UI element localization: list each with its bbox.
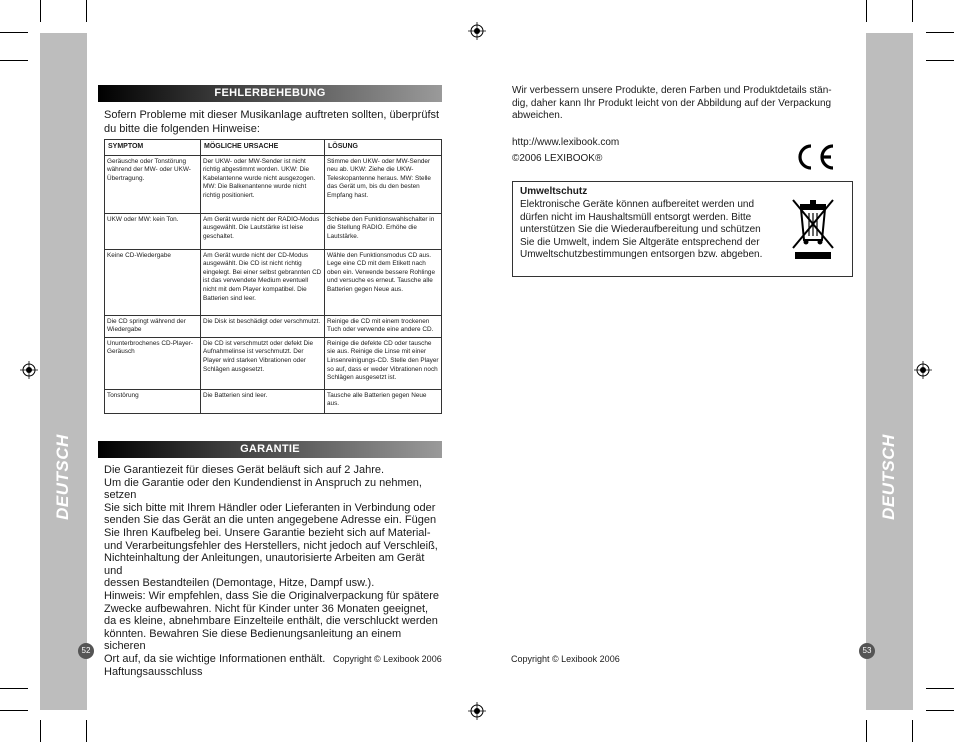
solution-cell: Wähle den Funktionsmodus CD aus. Lege eine CD mit dem Etikett nach oben ein. Verwende bessere Rohlinge und versuche es erneut. Tausche alle Batterien gegen Neue aus. <box>325 249 442 315</box>
warranty-line: könnten. Bewahren Sie diese Bedienungsanleitung an einem sicheren <box>104 627 402 653</box>
notice-line: dig, daher kann Ihr Produkt leicht von der Abbildung auf der Verpackung <box>512 97 832 109</box>
environment-line: unterstützen Sie die Wiederaufbereitung und schützen <box>520 224 761 236</box>
warranty-line: und Verarbeitungsfehler des Herstellers, nicht jedoch auf Verschleiß, <box>104 539 438 552</box>
warranty-line: Nichteinhaltung der Anleitungen, unautorisierte Arbeiten am Gerät und <box>104 552 425 577</box>
warranty-text <box>104 464 444 678</box>
column-header-cause: MÖGLICHE URSACHE <box>201 140 325 156</box>
troubleshooting-header: FEHLERBEHEBUNG <box>98 85 442 102</box>
symptom-cell: Keine CD-Wiedergabe <box>105 249 201 315</box>
warranty-line: Sie sich bitte mit Ihrem Händler oder Lieferanten in Verbindung oder <box>104 501 436 514</box>
environment-text <box>520 199 782 262</box>
environment-line: Sie die Umwelt, indem Sie Altgeräte entsprechend der <box>520 236 760 248</box>
warranty-line: Um die Garantie oder den Kundendienst in Anspruch zu nehmen, setzen <box>104 476 422 502</box>
environment-box <box>512 181 853 277</box>
warranty-line: Ort auf, da sie wichtige Informationen enthält. <box>104 652 326 665</box>
warranty-line: Hinweis: Wir empfehlen, dass Sie die Originalverpackung für spätere <box>104 589 440 602</box>
registration-mark-icon <box>20 361 38 379</box>
cause-cell: Der UKW- oder MW-Sender ist nicht richtig abgestimmt worden. UKW: Die Kabelantenne wurde nicht ausgezogen. MW: Die Balkenantenne wurde nicht richtig positioniert. <box>201 155 325 213</box>
cause-cell: Die Batterien sind leer. <box>201 389 325 413</box>
warranty-line: Zwecke aufbewahren. Nicht für Kinder unter 36 Monaten geeignet, <box>104 602 429 615</box>
website-link[interactable]: http://www.lexibook.com <box>512 137 620 148</box>
symptom-cell: UKW oder MW: kein Ton. <box>105 213 201 249</box>
cause-cell: Am Gerät wurde nicht der CD-Modus ausgewählt. Die CD ist nicht richtig eingelegt. Bei einer selbst gebrannten CD ist das verwendete Medium eventuell nicht mit dem Player kompatibel. Die Batterien sind leer. <box>201 249 325 315</box>
ce-mark-icon <box>793 142 837 172</box>
left-copyright: Copyright © Lexibook 2006 <box>333 654 442 664</box>
troubleshooting-table <box>104 139 442 414</box>
solution-cell: Stimme den UKW- oder MW-Sender neu ab. UKW: Ziehe die UKW-Teleskopantenne heraus. MW: Stelle das Gerät um, bis du den besten Empfang hast. <box>325 155 442 213</box>
table-row <box>105 337 442 389</box>
table-row <box>105 389 442 413</box>
right-copyright: Copyright © Lexibook 2006 <box>511 654 620 664</box>
left-side-strip <box>40 33 87 710</box>
notice-line: abweichen. <box>512 110 563 122</box>
table-row <box>105 249 442 315</box>
column-header-symptom: SYMPTOM <box>105 140 201 156</box>
right-side-label: DEUTSCH <box>879 434 898 520</box>
warranty-line: dessen Bestandteilen (Demontage, Hitze, Dampf usw.). <box>104 577 375 590</box>
environment-line: Elektronische Geräte können aufbereitet werden und <box>520 199 755 210</box>
registration-mark-icon <box>468 22 486 40</box>
symptom-cell: Tonstörung <box>105 389 201 413</box>
symptom-cell: Die CD springt während der Wiedergabe <box>105 315 201 337</box>
warranty-line: Haftungsausschluss <box>104 665 203 678</box>
symptom-cell: Geräusche oder Tonstörung während der MW- oder UKW-Übertragung. <box>105 155 201 213</box>
registration-mark-icon <box>914 361 932 379</box>
troubleshooting-intro: Sofern Probleme mit dieser Musikanlage auftreten sollten, überprüfst du bitte die folgenden Hinweise: <box>104 109 440 135</box>
environment-line: Umweltschutzbestimmungen entsorgen bzw. abgeben. <box>520 249 763 261</box>
warranty-line: Die Garantiezeit für dieses Gerät beläuft sich auf 2 Jahre. <box>104 464 385 476</box>
warranty-header: GARANTIE <box>98 441 442 458</box>
notice-line: Wir verbessern unsere Produkte, deren Farben und Produktdetails stän- <box>512 85 832 96</box>
environment-line: dürfen nicht im Haushaltsmüll entsorgt werden. Bitte <box>520 211 752 223</box>
column-header-solution: LÖSUNG <box>325 140 442 156</box>
right-side-strip <box>866 33 913 710</box>
table-row <box>105 155 442 213</box>
left-page-number: 52 <box>78 643 94 659</box>
solution-cell: Reinige die CD mit einem trockenen Tuch oder verwende eine andere CD. <box>325 315 442 337</box>
cause-cell: Die Disk ist beschädigt oder verschmutzt. <box>201 315 325 337</box>
warranty-line: da es kleine, abnehmbare Einzelteile enthält, die verschluckt werden <box>104 615 438 628</box>
solution-cell: Tausche alle Batterien gegen Neue aus. <box>325 389 442 413</box>
warranty-line: Sie Ihren Kaufbeleg bei. Unsere Garantie bezieht sich auf Material- <box>104 526 431 539</box>
solution-cell: Reinige die defekte CD oder tausche sie aus. Reinige die Linse mit einer Linsenreinigungs-CD. Stelle den Player so auf, dass er weder Vibrationen noch Schlägen ausgesetzt ist. <box>325 337 442 389</box>
cause-cell: Am Gerät wurde nicht der RADIO-Modus ausgewählt. Die Lautstärke ist leise geschaltet. <box>201 213 325 249</box>
solution-cell: Schiebe den Funktionswahlschalter in die Stellung RADIO. Erhöhe die Lautstärke. <box>325 213 442 249</box>
registration-mark-icon <box>468 702 486 720</box>
symptom-cell: Ununterbrochenes CD-Player-Geräusch <box>105 337 201 389</box>
company-copyright: ©2006 LEXIBOOK® <box>512 153 603 164</box>
environment-title: Umweltschutz <box>520 186 588 197</box>
right-page-number: 53 <box>859 643 875 659</box>
product-notice <box>512 85 850 123</box>
table-row <box>105 213 442 249</box>
cause-cell: Die CD ist verschmutzt oder defekt Die Aufnahmelinse ist verschmutzt. Der Player wird starken Vibrationen oder Schlägen ausgesetzt. <box>201 337 325 389</box>
left-side-label: DEUTSCH <box>53 434 72 520</box>
table-row <box>105 315 442 337</box>
crossed-out-wheelie-bin-icon <box>790 196 836 260</box>
warranty-line: senden Sie das Gerät an die unten angegebene Adresse ein. Fügen <box>104 514 437 527</box>
table-header-row <box>105 140 442 156</box>
